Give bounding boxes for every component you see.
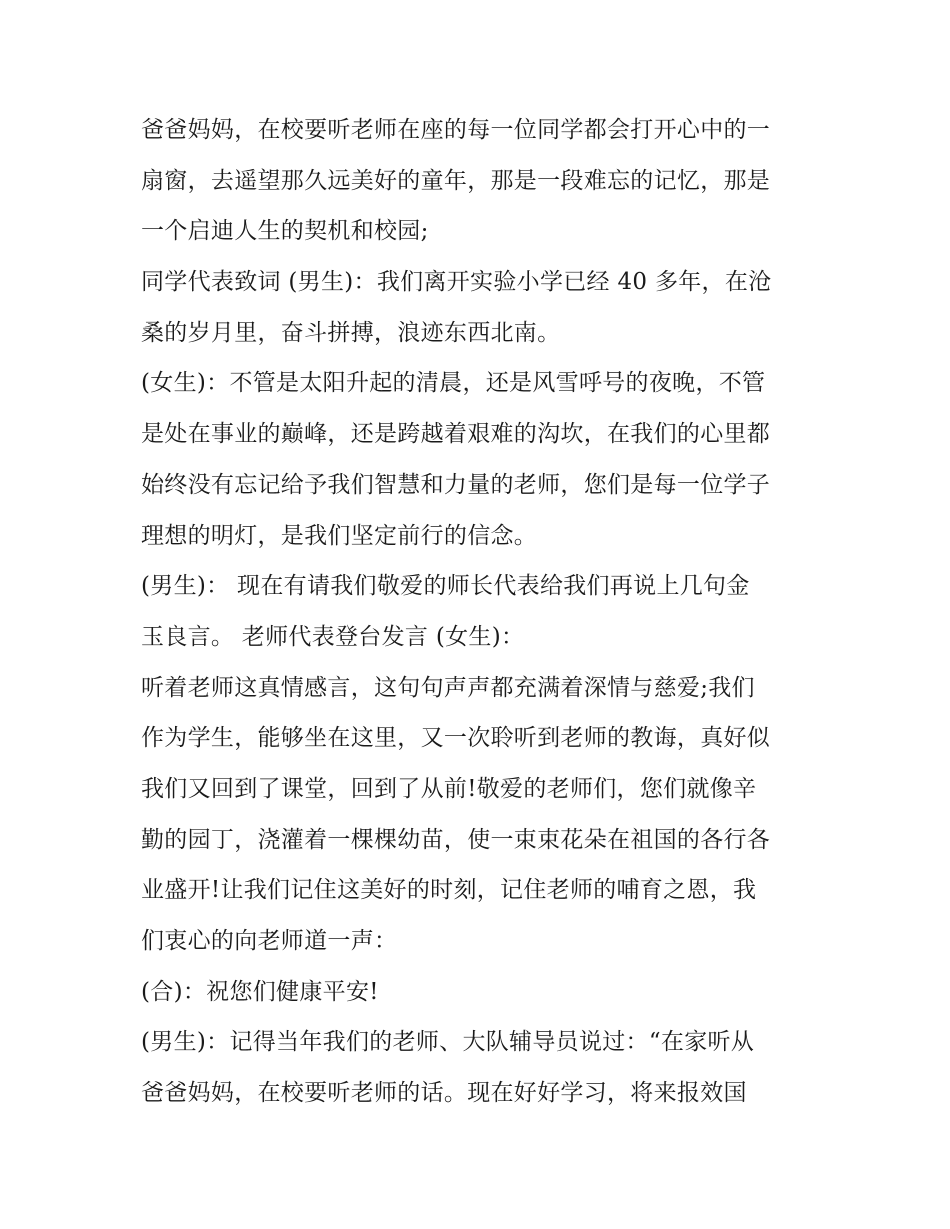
text-line: 始终没有忘记给予我们智慧和力量的老师，您们是每一位学子 — [141, 471, 771, 498]
text-line: (合)：祝您们健康平安! — [141, 978, 379, 1005]
text-line: 作为学生，能够坐在这里，又一次聆听到老师的教诲，真好似 — [141, 725, 771, 752]
text-line: 爸爸妈妈，在校要听老师在座的每一位同学都会打开心中的一 — [141, 117, 771, 143]
text-line: 桑的岁月里，奋斗拼搏，浪迹东西北南。 — [141, 319, 561, 346]
text-line: 们衷心的向老师道一声： — [141, 928, 398, 954]
text-line: 我们又回到了课堂，回到了从前!敬爱的老师们，您们就像辛 — [141, 775, 757, 802]
text-line: (男生)： 现在有请我们敬爱的师长代表给我们再说上几句金 — [141, 573, 750, 600]
text-line: 同学代表致词 (男生)：我们离开实验小学已经 40 多年，在沧 — [141, 269, 772, 296]
text-line: 勤的园丁，浇灌着一棵棵幼苗，使一束束花朵在祖国的各行各 — [141, 826, 771, 853]
text-line: 爸爸妈妈，在校要听老师的话。现在好好学习，将来报效国 — [141, 1080, 747, 1107]
document-body — [141, 105, 817, 1119]
text-line: 业盛开!让我们记住这美好的时刻，记住老师的哺育之恩，我 — [141, 877, 757, 904]
text-line: (女生)：不管是太阳升起的清晨，还是风雪呼号的夜晚，不管 — [141, 370, 766, 397]
text-line: (男生)：记得当年我们的老师、大队辅导员说过：“在家听从 — [141, 1029, 755, 1056]
text-line: 是处在事业的巅峰，还是跨越着艰难的沟坎，在我们的心里都 — [141, 421, 771, 448]
text-line: 玉良言。 老师代表登台发言 (女生)： — [141, 623, 525, 650]
text-line: 理想的明灯，是我们坚定前行的信念。 — [141, 522, 538, 549]
text-line: 一个启迪人生的契机和校园; — [141, 218, 429, 245]
text-line: 扇窗，去遥望那久远美好的童年，那是一段难忘的记忆，那是 — [141, 167, 771, 194]
text-line: 听着老师这真情感言，这句句声声都充满着深情与慈爱;我们 — [141, 674, 755, 701]
